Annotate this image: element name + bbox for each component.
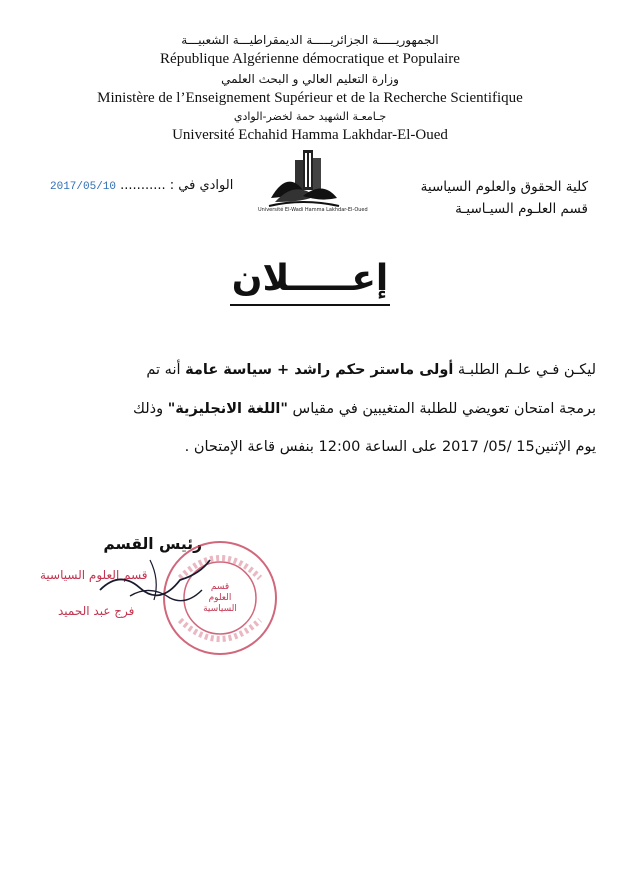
line2-text-a: برمجة امتحان تعويضي للطلبة المتغيبين في مقياس: [287, 401, 596, 417]
department-name: قسم العلـوم السيـاسيـة: [455, 201, 588, 217]
date-line: [50, 178, 233, 193]
handwritten-signature-icon: [90, 540, 220, 620]
line1-text-c: أنه تم: [146, 362, 186, 378]
header-university-fr: Université Echahid Hamma Lakhdar-El-Oued: [172, 127, 448, 143]
faculty-name: كلية الحقوق والعلوم السياسية: [420, 179, 588, 195]
department-head-title: رئيس القسم: [103, 535, 202, 553]
header-ministry-ar: وزارة التعليم العالي و البحث العلمي: [221, 72, 399, 86]
announcement-line-2: [40, 401, 596, 417]
line2-subject: "اللغة الانجليزية": [167, 401, 288, 417]
header-university-ar: جـامعـة الشهيد حمة لخضر-الوادي: [233, 110, 387, 123]
university-logo-icon: [265, 144, 341, 216]
line1-text-a: ليكـن فـي علـم الطلبـة: [453, 362, 596, 378]
stamp-department: قسم العلوم السياسية: [40, 568, 148, 582]
announcement-line-3: يوم الإثنين15 /05/ 2017 على الساعة 12:00 بنفس قاعة الإمتحان .: [184, 439, 596, 455]
date-stamp: 2017/05/10: [50, 181, 117, 193]
logo-caption: Université El-Wadi Hamma Lakhdar-El-Oued: [258, 207, 368, 213]
announcement-title: إعـــــلان: [231, 258, 389, 299]
faculty-block: [421, 176, 588, 220]
title-underline: [230, 304, 390, 306]
header-republic-fr: République Algérienne démocratique et Populaire: [160, 51, 460, 67]
stamp-name: فرج عبد الحميد: [58, 604, 135, 618]
line1-program: أولى ماستر حكم راشد + سياسة عامة: [185, 362, 454, 378]
announcement-line-1: [40, 362, 596, 378]
header-republic-ar: الجمهوريـــــة الجزائريـــــة الديمقراطيـــة الشعبيـــة: [181, 33, 439, 47]
seal-line-2: العلوم: [208, 593, 232, 603]
seal-line-1: قسم: [210, 582, 230, 592]
line2-text-c: وذلك: [132, 401, 168, 417]
header-ministry-fr: Ministère de l’Enseignement Supérieur et de la Recherche Scientifique: [97, 90, 523, 106]
seal-line-3: السياسية: [203, 604, 237, 614]
date-label: الوادي في : ...........: [120, 178, 234, 193]
